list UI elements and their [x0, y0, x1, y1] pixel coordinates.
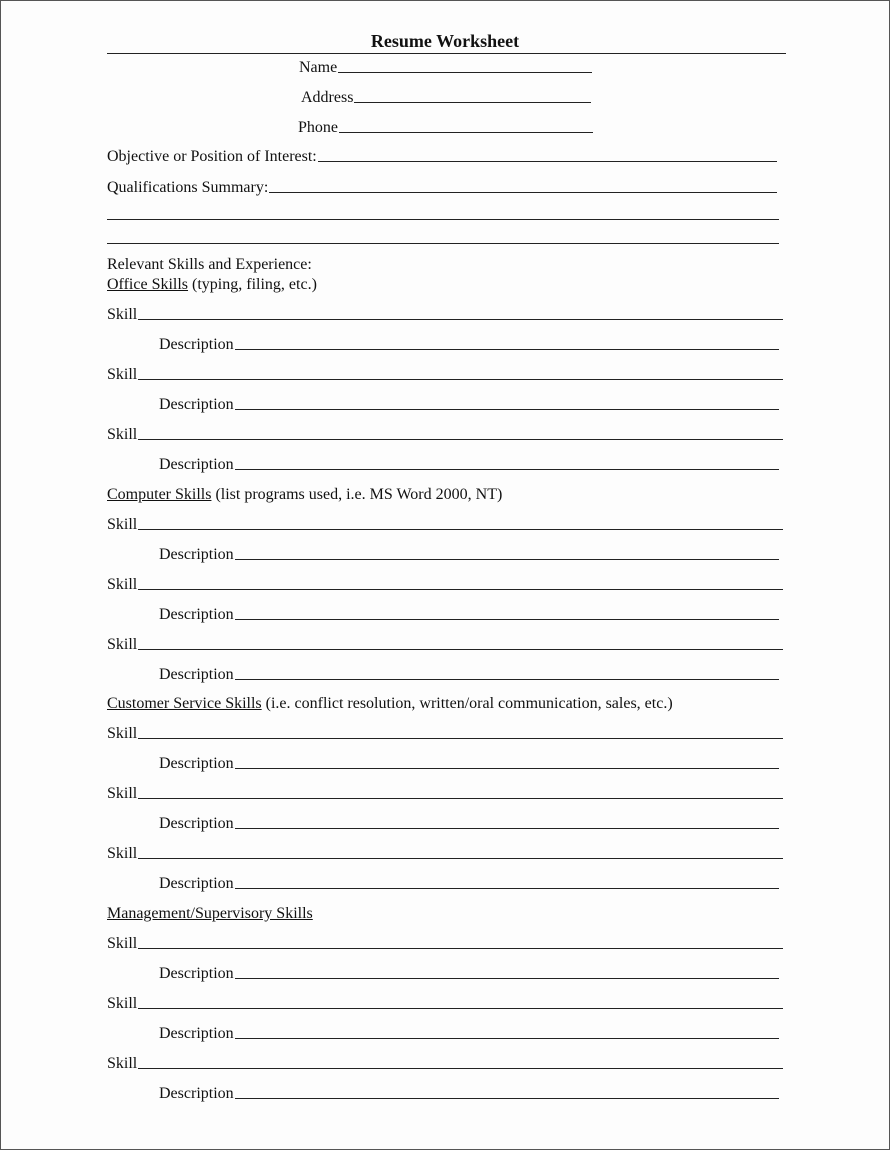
skill-line[interactable] — [138, 1068, 783, 1069]
description-field[interactable] — [159, 334, 779, 354]
description-field[interactable] — [159, 394, 779, 414]
skill-line[interactable] — [138, 798, 783, 799]
section-note: (list programs used, i.e. MS Word 2000, NT) — [211, 486, 503, 503]
skill-label: Skill — [107, 426, 138, 443]
description-label: Description — [159, 396, 234, 413]
skill-line[interactable] — [138, 589, 783, 590]
objective-line[interactable] — [318, 161, 777, 162]
skill-label: Skill — [107, 636, 138, 653]
description-line[interactable] — [235, 559, 779, 560]
description-field[interactable] — [159, 813, 779, 833]
section-heading — [107, 486, 502, 504]
phone-field[interactable] — [298, 117, 593, 137]
qualifications-label: Qualifications Summary: — [107, 179, 269, 196]
section-name: Office Skills — [107, 276, 189, 293]
description-line[interactable] — [235, 349, 779, 350]
skill-field[interactable] — [107, 304, 783, 324]
description-label: Description — [159, 1025, 234, 1042]
qualifications-line[interactable] — [269, 192, 777, 193]
description-label: Description — [159, 546, 234, 563]
skill-label: Skill — [107, 845, 138, 862]
skill-field[interactable] — [107, 634, 783, 654]
objective-label: Objective or Position of Interest: — [107, 148, 317, 165]
skill-field[interactable] — [107, 933, 783, 953]
page-title: Resume Worksheet — [370, 31, 520, 51]
skill-field[interactable] — [107, 843, 783, 863]
skill-line[interactable] — [138, 649, 783, 650]
description-field[interactable] — [159, 454, 779, 474]
description-label: Description — [159, 666, 234, 683]
skill-label: Skill — [107, 1055, 138, 1072]
description-field[interactable] — [159, 544, 779, 564]
skill-line[interactable] — [138, 319, 783, 320]
description-line[interactable] — [235, 1038, 779, 1039]
description-line[interactable] — [235, 978, 779, 979]
skill-line[interactable] — [138, 1008, 783, 1009]
description-label: Description — [159, 965, 234, 982]
section-note: (i.e. conflict resolution, written/oral communication, sales, etc.) — [261, 695, 673, 712]
section-note: (typing, filing, etc.) — [188, 276, 317, 293]
skill-field[interactable] — [107, 783, 783, 803]
skill-label: Skill — [107, 725, 138, 742]
description-label: Description — [159, 606, 234, 623]
skill-line[interactable] — [138, 439, 783, 440]
skill-label: Skill — [107, 366, 138, 383]
description-line[interactable] — [235, 679, 779, 680]
description-line[interactable] — [235, 409, 779, 410]
address-line[interactable] — [354, 102, 591, 103]
description-line[interactable] — [235, 888, 779, 889]
skill-line[interactable] — [138, 379, 783, 380]
name-field[interactable] — [299, 57, 592, 77]
description-line[interactable] — [235, 469, 779, 470]
description-label: Description — [159, 755, 234, 772]
section-name: Customer Service Skills — [107, 695, 262, 712]
name-label: Name — [299, 59, 338, 76]
section-name: Computer Skills — [107, 486, 212, 503]
description-field[interactable] — [159, 604, 779, 624]
address-label: Address — [301, 89, 354, 106]
description-field[interactable] — [159, 963, 779, 983]
description-field[interactable] — [159, 873, 779, 893]
description-line[interactable] — [235, 828, 779, 829]
description-label: Description — [159, 875, 234, 892]
skill-field[interactable] — [107, 514, 783, 534]
relevant-skills-heading: Relevant Skills and Experience: — [107, 256, 312, 273]
description-field[interactable] — [159, 664, 779, 684]
title-rule — [107, 53, 786, 54]
qualifications-line-3[interactable] — [107, 243, 779, 244]
objective-field[interactable] — [107, 146, 777, 166]
section-name: Management/Supervisory Skills — [107, 905, 313, 922]
skill-field[interactable] — [107, 1053, 783, 1073]
name-line[interactable] — [338, 72, 592, 73]
skill-field[interactable] — [107, 424, 783, 444]
section-heading — [107, 695, 673, 713]
address-field[interactable] — [301, 87, 591, 107]
description-line[interactable] — [235, 768, 779, 769]
qualifications-field[interactable] — [107, 177, 777, 197]
skill-label: Skill — [107, 576, 138, 593]
skill-line[interactable] — [138, 529, 783, 530]
skill-label: Skill — [107, 306, 138, 323]
skill-line[interactable] — [138, 948, 783, 949]
description-label: Description — [159, 456, 234, 473]
skill-line[interactable] — [138, 858, 783, 859]
description-field[interactable] — [159, 753, 779, 773]
skill-label: Skill — [107, 995, 138, 1012]
description-line[interactable] — [235, 1098, 779, 1099]
skill-field[interactable] — [107, 364, 783, 384]
description-field[interactable] — [159, 1023, 779, 1043]
phone-line[interactable] — [339, 132, 593, 133]
description-line[interactable] — [235, 619, 779, 620]
qualifications-line-2[interactable] — [107, 219, 779, 220]
description-label: Description — [159, 1085, 234, 1102]
skill-line[interactable] — [138, 738, 783, 739]
phone-label: Phone — [298, 119, 338, 136]
skill-label: Skill — [107, 785, 138, 802]
description-field[interactable] — [159, 1083, 779, 1103]
section-heading — [107, 276, 317, 294]
skill-field[interactable] — [107, 993, 783, 1013]
skill-label: Skill — [107, 516, 138, 533]
skill-label: Skill — [107, 935, 138, 952]
skill-field[interactable] — [107, 574, 783, 594]
description-label: Description — [159, 815, 234, 832]
description-label: Description — [159, 336, 234, 353]
section-heading — [107, 905, 313, 923]
skill-field[interactable] — [107, 723, 783, 743]
